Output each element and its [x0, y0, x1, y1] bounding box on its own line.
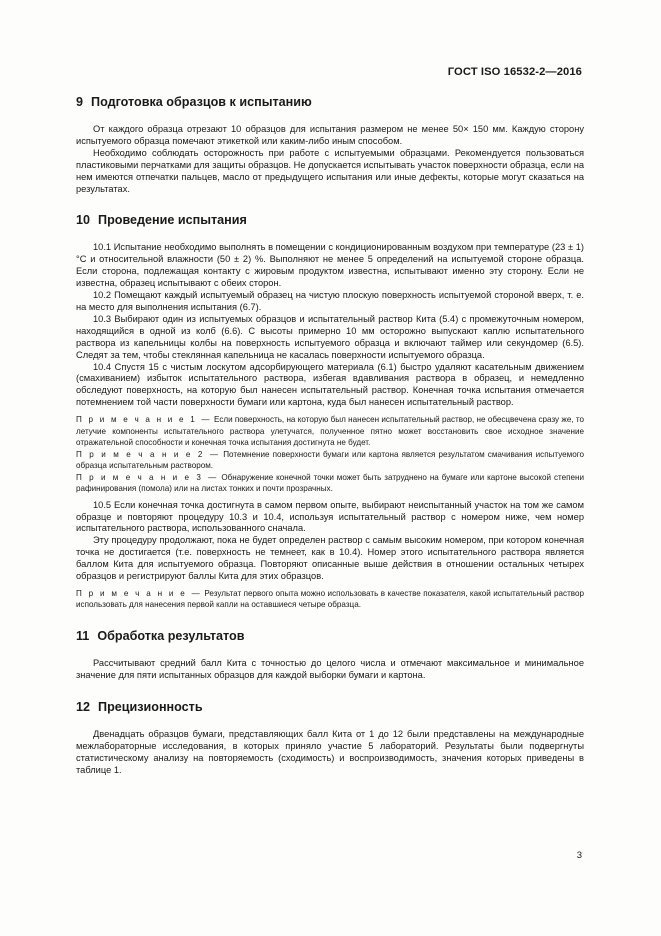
section-11	[76, 628, 584, 682]
note-1-label: П р и м е ч а н и е 1 —	[76, 415, 212, 425]
page-content	[76, 94, 584, 776]
section-9-number: 9	[76, 95, 84, 109]
note-2	[76, 449, 584, 472]
section-12-heading	[76, 699, 584, 715]
section-9	[76, 94, 584, 195]
clause-10-1: 10.1 Испытание необходимо выполнять в помещении с кондиционированным воздухом при температуре (23 ± 1) °С и относительной влажности (50 ± 2) %. Выполняют не менее 5 определений на испытуемой стороне образца. Если сторона, подлежащая контакту с жировым продуктом известна, испытывают именно эту сторону. Если не известна, образец испытывают с обеих сторон.	[76, 242, 584, 289]
note-2-label: П р и м е ч а н и е 2 —	[76, 449, 221, 459]
clause-10-2: 10.2 Помещают каждый испытуемый образец на чистую плоскую поверхность испытуемой стороной вверх, т. е. на место для выполнения испытания (6.7).	[76, 290, 584, 312]
section-11-paragraph-1: Рассчитывают средний балл Кита с точностью до целого числа и отмечают максимальное и минимальное значение для пяти испытанных образцов для каждой выборки бумаги и картона.	[76, 657, 584, 680]
note-3-text: Обнаружение конечной точки может быть затруднено на бумаге или картоне высокой степени рафинирования (помола) или на листах тонких и почти прозрачных.	[76, 472, 585, 494]
note-3	[76, 472, 584, 495]
clause-10-3: 10.3 Выбирают один из испытуемых образцов и испытательный раствор Кита (5.4) с промежуточным номером, находящийся в одной из колб (6.6). С высоты примерно 10 мм осторожно выпускают каплю испытательного раствора из капельницы колбы на поверхность испытуемого образца и включают таймер или секундомер (6.5). Следят за тем, чтобы стеклянная капельница не касалась поверхности испытуемого образца.	[76, 313, 584, 360]
section-10	[76, 212, 584, 611]
note-4-label: П р и м е ч а н и е —	[76, 588, 202, 598]
section-9-title: Подготовка образцов к испытанию	[91, 95, 312, 109]
section-11-title: Обработка результатов	[97, 628, 245, 643]
section-9-p2-text: Необходимо соблюдать осторожность при работе с испытуемыми образцами. Рекомендуется пользоваться пластиковыми перчатками для защиты образцов. Не допускается испытывать участок поверхности образца, если на нем имеются отпечатки пальцев, масло от предыдущего испытания или иные дефекты, которые могут сказаться на результатах.	[76, 147, 584, 194]
section-12-number: 12	[76, 699, 91, 714]
section-12-paragraph-1: Двенадцать образцов бумаги, представляющих балл Кита от 1 до 12 были представлены на международные межлабораторные исследования, в которых приняло участие 5 лабораторий. Результаты были подвергнуты статистическому анализу на повторяемость (сходимость) и воспроизводимость, значения которых приведены в таблице 1.	[76, 728, 584, 775]
note-4-text: Результат первого опыта можно использовать в качестве показателя, какой испытательный раствор использовать для нанесения первой капли на оставшиеся четыре образца.	[76, 588, 584, 610]
clause-10-5-continued: Эту процедуру продолжают, пока не будет определен раствор с самым высоким номером, при котором конечная точка не достигается (т.е. поверхность не темнеет, как в 10.4). Номер этого испытательного раствора является баллом Кита для испытуемого образца. Повторяют описанные выше действия в отношении остальных четырех образцов и регистрируют баллы Кита для этих образцов.	[76, 535, 584, 582]
section-9-heading	[76, 94, 584, 110]
note-2-text: Потемнение поверхности бумаги или картона является результатом смачивания испытуемого образца испытательным раствором.	[76, 449, 584, 471]
section-9-paragraph-1	[76, 124, 584, 148]
section-10-title: Проведение испытания	[98, 213, 247, 228]
page-number: 3	[576, 850, 582, 861]
section-10-number: 10	[76, 213, 91, 228]
clause-10-4: 10.4 Спустя 15 с чистым лоскутом адсорбирующего материала (6.1) быстро удаляют касательным движением (смахиванием) избыток испытательного раствора, избегая вдавливания раствора в образец, и немедленно обследуют поверхность, на которую был нанесен испытательный раствор. Конечная точка испытания отмечается потемнением той части поверхности бумаги или картона, куда был нанесен испытательный раствор.	[76, 361, 584, 408]
section-11-heading	[76, 628, 584, 644]
note-1	[76, 414, 584, 449]
section-9-paragraph-2	[76, 148, 584, 196]
clause-10-5: 10.5 Если конечная точка достигнута в самом первом опыте, выбирают неиспытанный участок на том же самом образце и повторяют процедуру 10.3 и 10.4, используя испытательный раствор с номером ниже, чем номер испытательного раствора, использованного сначала.	[76, 499, 584, 534]
section-12	[76, 699, 584, 777]
section-12-title: Прецизионность	[98, 699, 203, 714]
standard-header: ГОСТ ISO 16532-2—2016	[447, 66, 582, 78]
note-3-label: П р и м е ч а н и е 3 —	[76, 472, 219, 482]
section-10-heading	[76, 212, 584, 228]
section-9-p1-text: От каждого образца отрезают 10 образцов для испытания размером не менее 50× 150 мм. Каждую сторону испытуемого образца помечают этикеткой или каким-либо иным способом.	[76, 124, 584, 146]
note-4	[76, 588, 584, 611]
section-11-number: 11	[76, 628, 90, 643]
note-1-text: Если поверхность, на которую был нанесен испытательный раствор, не обесцвечена сразу же, то летучие компоненты испытательного раствора улетучатся, полученное пятно может восстановить свое исходное значение отражательной способности и конечная точка испытания достигнута не будет.	[76, 415, 585, 448]
